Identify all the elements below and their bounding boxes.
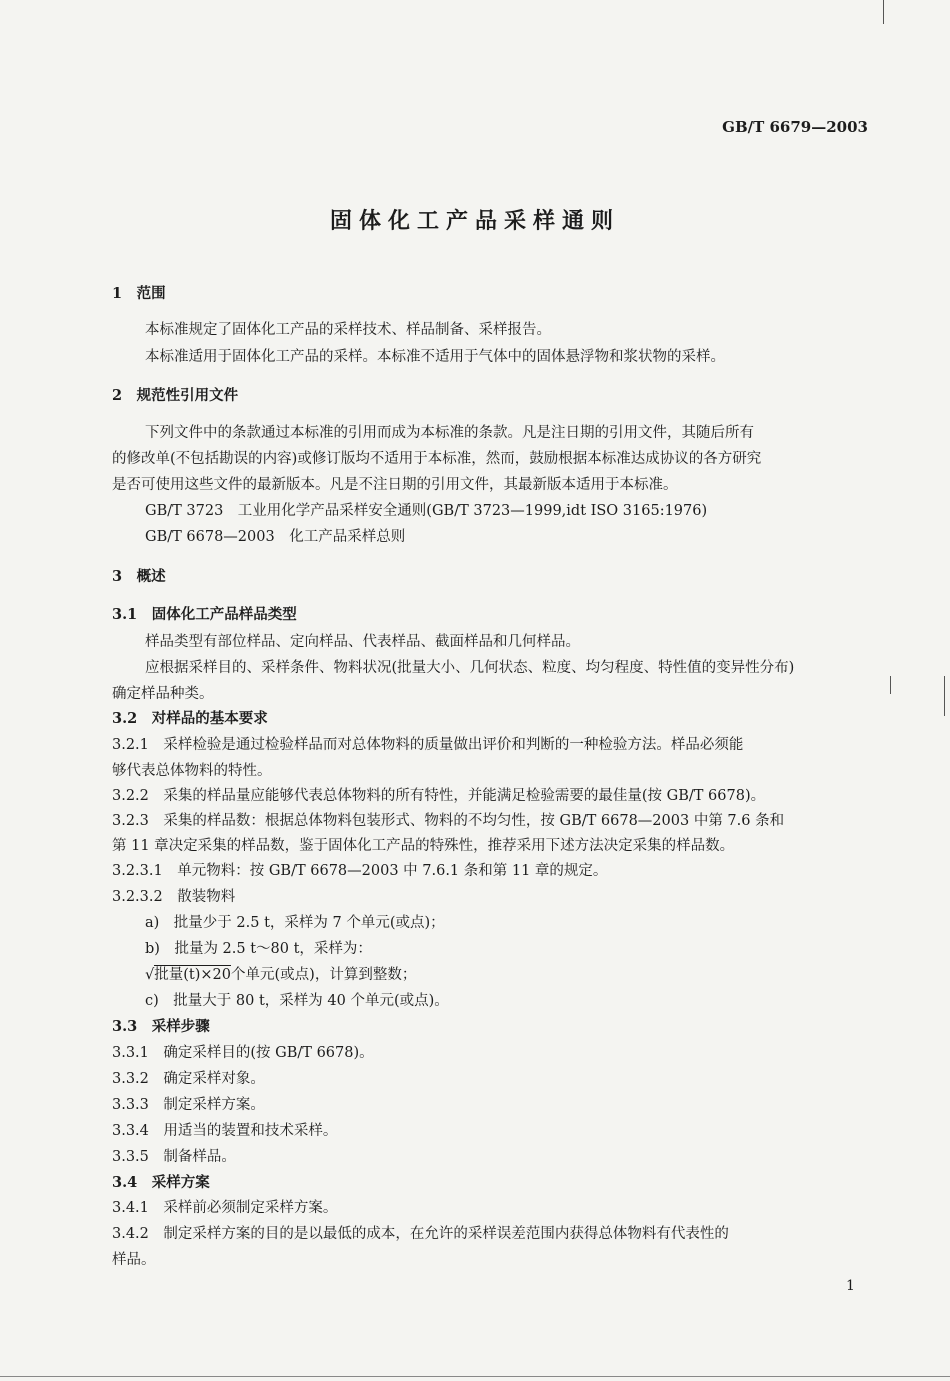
- subsection-heading: 3.3 采样步骤: [112, 1018, 210, 1035]
- sqrt-tail: 个单元(或点)，计算到整数；: [231, 967, 417, 983]
- paragraph: 是否可使用这些文件的最新版本。凡是不注日期的引用文件，其最新版本适用于本标准。: [112, 477, 678, 493]
- scan-edge-mark: [0, 1376, 950, 1377]
- scan-edge-mark: [944, 676, 945, 716]
- clause: 3.2.3.2 散装物料: [112, 889, 236, 905]
- reference-item: GB/T 3723 工业用化学产品采样安全通则(GB/T 3723—1999,idt ISO 3165:1976): [145, 503, 708, 519]
- paragraph: 确定样品种类。: [112, 686, 214, 702]
- list-item-a: a) 批量少于 2.5 t，采样为 7 个单元(或点)；: [145, 915, 445, 931]
- clause: 3.3.2 确定采样对象。: [112, 1071, 265, 1087]
- document-title: 固体化工产品采样通则: [329, 209, 620, 234]
- paragraph: 本标准规定了固体化工产品的采样技术、样品制备、采样报告。: [145, 322, 551, 338]
- clause: 3.2.1 采样检验是通过检验样品而对总体物料的质量做出评价和判断的一种检验方法。样品必须能: [112, 737, 744, 753]
- section-3-heading: 3 概述: [112, 568, 166, 585]
- section-2-heading: 2 规范性引用文件: [112, 387, 239, 404]
- clause: 够代表总体物料的特性。: [112, 763, 272, 779]
- standard-code: GB/T 6679—2003: [722, 118, 868, 136]
- page-number: 1: [846, 1278, 855, 1294]
- list-item-c: c) 批量大于 80 t，采样为 40 个单元(或点)。: [145, 993, 449, 1009]
- reference-item: GB/T 6678—2003 化工产品采样总则: [145, 529, 406, 545]
- clause: 3.2.2 采集的样品量应能够代表总体物料的所有特性，并能满足检验需要的最佳量(按 GB/T 6678)。: [112, 788, 766, 804]
- clause: 3.4.2 制定采样方案的目的是以最低的成本，在允许的采样误差范围内获得总体物料有代表性的: [112, 1226, 729, 1242]
- clause: 3.3.4 用适当的装置和技术采样。: [112, 1123, 338, 1139]
- paragraph: 的修改单(不包括勘误的内容)或修订版均不适用于本标准，然而，鼓励根据本标准达成协议的各方研究: [112, 451, 762, 467]
- subsection-heading: 3.1 固体化工产品样品类型: [112, 606, 297, 623]
- paragraph: 本标准适用于固体化工产品的采样。本标准不适用于气体中的固体悬浮物和浆状物的采样。: [145, 349, 725, 365]
- clause: 样品。: [112, 1252, 156, 1268]
- scan-edge-mark: [883, 0, 884, 24]
- paragraph: 样品类型有部位样品、定向样品、代表样品、截面样品和几何样品。: [145, 634, 580, 650]
- paragraph: 应根据采样目的、采样条件、物料状况(批量大小、几何状态、粒度、均匀程度、特性值的变异性分布): [145, 660, 795, 676]
- clause: 3.4.1 采样前必须制定采样方案。: [112, 1200, 338, 1216]
- clause: 3.3.3 制定采样方案。: [112, 1097, 265, 1113]
- clause: 3.2.3.1 单元物料：按 GB/T 6678—2003 中 7.6.1 条和第 11 章的规定。: [112, 863, 608, 879]
- clause: 3.3.5 制备样品。: [112, 1149, 236, 1165]
- clause: 第 11 章决定采集的样品数，鉴于固体化工产品的特殊性，推荐采用下述方法决定采集的样品数。: [112, 838, 735, 854]
- clause: 3.2.3 采集的样品数：根据总体物料包装形式、物料的不均匀性，按 GB/T 6678—2003 中第 7.6 条和: [112, 813, 785, 829]
- section-1-heading: 1 范围: [112, 285, 166, 302]
- scan-edge-mark: [890, 676, 891, 694]
- subsection-heading: 3.2 对样品的基本要求: [112, 710, 268, 727]
- list-item-b: b) 批量为 2.5 t～80 t，采样为：: [145, 941, 372, 957]
- subsection-heading: 3.4 采样方案: [112, 1174, 210, 1191]
- sqrt-formula: [145, 965, 416, 985]
- sqrt-symbol: √: [145, 967, 155, 983]
- paragraph: 下列文件中的条款通过本标准的引用而成为本标准的条款。凡是注日期的引用文件，其随后所有: [145, 425, 754, 441]
- sqrt-expression: 批量(t)×20: [154, 967, 231, 983]
- clause: 3.3.1 确定采样目的(按 GB/T 6678)。: [112, 1045, 374, 1061]
